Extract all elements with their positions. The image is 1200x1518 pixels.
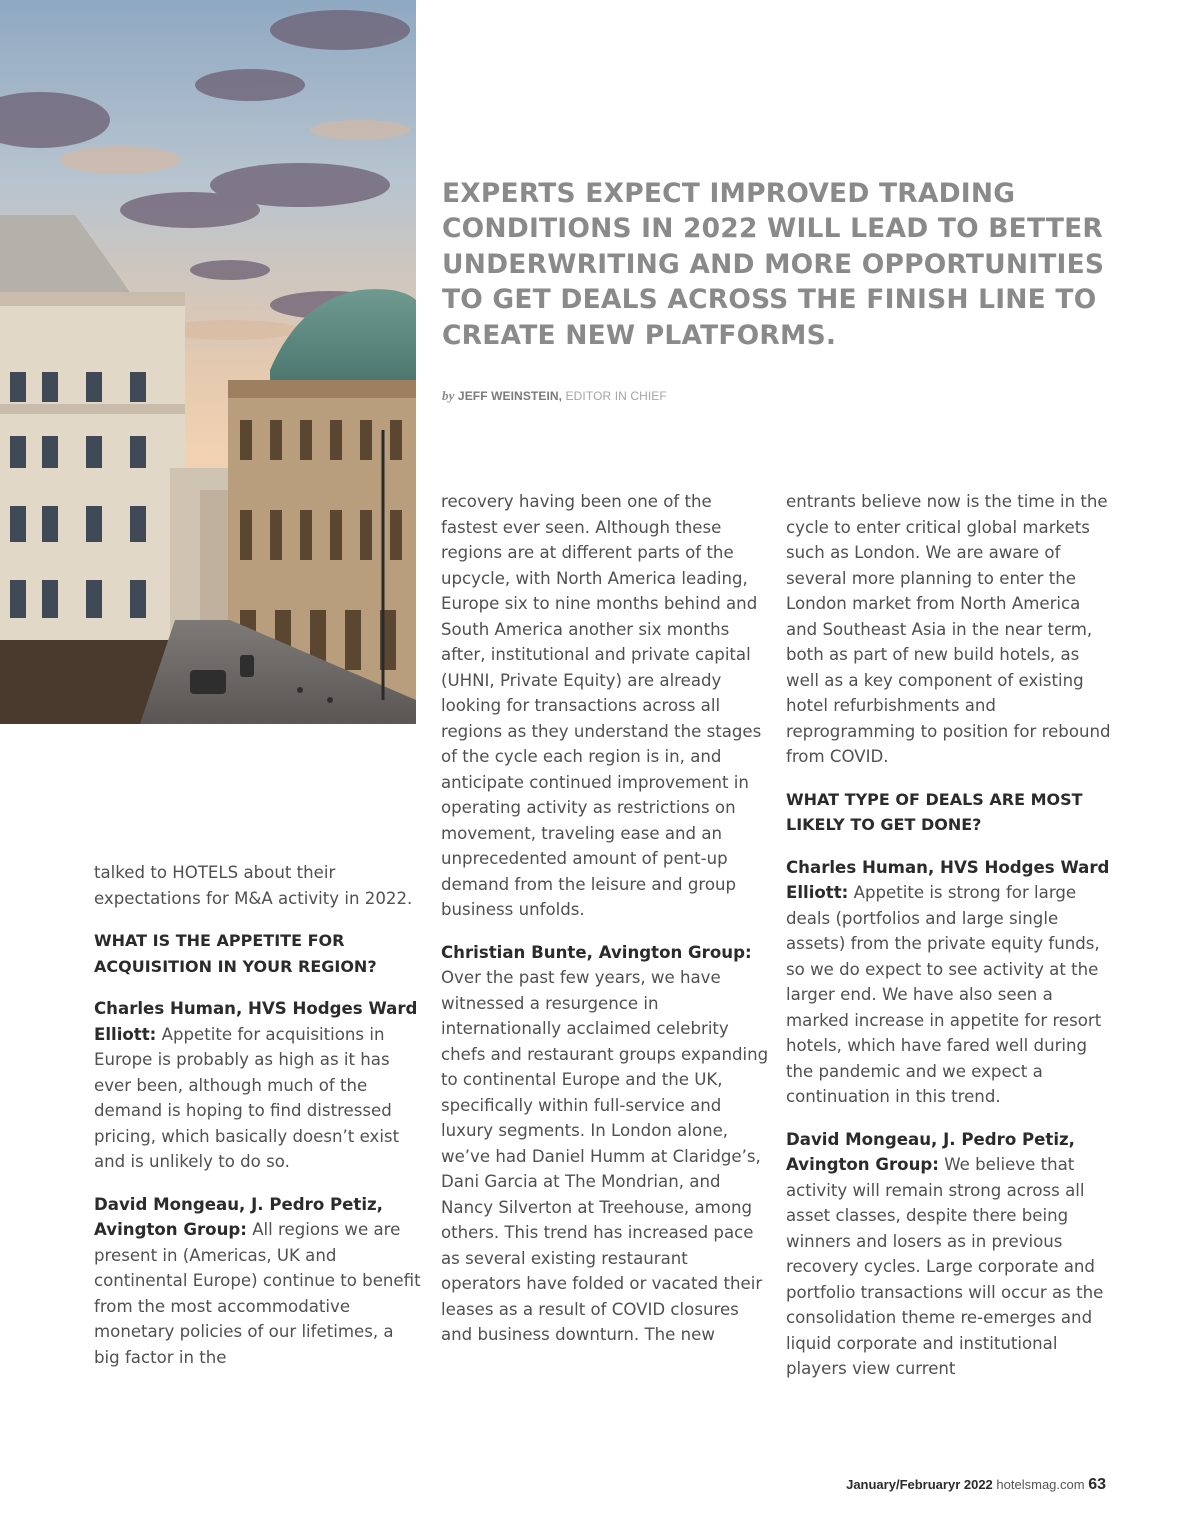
- speaker-name: Charles Human, HVS Hodges Ward Elliott:: [786, 857, 1110, 902]
- answer-paragraph: [786, 855, 1116, 1110]
- city-street-illustration: [0, 0, 416, 724]
- byline: [442, 388, 667, 404]
- byline-role: EDITOR IN CHIEF: [565, 389, 667, 403]
- article-deck: EXPERTS EXPECT IMPROVED TRADING CONDITIONS IN 2022 WILL LEAD TO BETTER UNDERWRITING AND MORE OPPORTUNITIES TO GET DEALS ACROSS THE FINISH LINE TO CREATE NEW PLATFORMS.: [442, 178, 1105, 351]
- answer-text: Over the past few years, we have witnessed a resurgence in internationally acclaimed celebrity chefs and restaurant groups expanding to continental Europe and the UK, specifically within full-service and luxury segments. In London alone, we’ve had Daniel Humm at Claridge’s, Dani Garcia at The Mondrian, and Nancy Silverton at Treehouse, among others. This trend has increased pace as several existing restaurant operators have folded or vacated their leases as a result of COVID closures and business downturn. The new: [441, 968, 769, 1344]
- body-paragraph: entrants believe now is the time in the cycle to enter critical global markets such as London. We are aware of several more planning to enter the London market from North America and Southeast Asia in the near term, both as part of new build hotels, as well as a key component of existing hotel refurbishments and reprogramming to position for rebound from COVID.: [786, 492, 1111, 766]
- answer-paragraph: [94, 1192, 424, 1371]
- page-footer: [846, 1476, 1106, 1494]
- answer-text: Appetite for acquisitions in Europe is probably as high as it has ever been, although much of the demand is hoping to find distressed pricing, which basically doesn’t exist and is unlikely to do so.: [94, 1024, 400, 1171]
- column-3: [786, 489, 1116, 1399]
- speaker-name: David Mongeau, J. Pedro Petiz, Avington Group:: [94, 1194, 383, 1239]
- byline-prefix: by: [442, 388, 455, 403]
- answer-paragraph: [94, 996, 424, 1175]
- column-1: [94, 860, 424, 1387]
- answer-text: We believe that activity will remain strong across all asset classes, despite there being winners and losers as in previous recovery cycles. Large corporate and portfolio transactions will occur as the consolidation theme re-emerges and liquid corporate and institutional players view current: [786, 1155, 1104, 1378]
- question-heading: WHAT TYPE OF DEALS ARE MOST LIKELY TO GET DONE?: [786, 789, 1083, 834]
- question-heading: WHAT IS THE APPETITE FOR ACQUISITION IN YOUR REGION?: [94, 931, 377, 976]
- byline-author: JEFF WEINSTEIN,: [457, 389, 563, 403]
- intro-paragraph: talked to HOTELS about their expectations for M&A activity in 2022.: [94, 863, 413, 908]
- hero-photo: [0, 0, 416, 724]
- answer-paragraph: [786, 1127, 1116, 1382]
- column-2: [441, 489, 771, 1365]
- site-url: hotelsmag.com: [996, 1477, 1085, 1492]
- answer-text: Appetite is strong for large deals (portfolios and large single assets) from the private equity funds, so we do expect to see activity at the larger end. We have also seen a marked increase in appetite for resort hotels, which have fared well during the pandemic and we expect a continuation in this trend.: [786, 883, 1102, 1106]
- page-number: 63: [1088, 1476, 1106, 1493]
- speaker-name: Charles Human, HVS Hodges Ward Elliott:: [94, 999, 418, 1044]
- answer-text: All regions we are present in (Americas, UK and continental Europe) continue to benefit from the most accommodative monetary policies of our lifetimes, a big factor in the: [94, 1220, 421, 1367]
- body-paragraph: recovery having been one of the fastest ever seen. Although these regions are at different parts of the upcycle, with North America leading, Europe six to nine months behind and South America another six months after, institutional and private capital (UHNI, Private Equity) are already looking for transactions across all regions as they understand the stages of the cycle each region is in, and anticipate continued improvement in operating activity as restrictions on movement, traveling ease and an unprecedented amount of pent-up demand from the leisure and group business unfolds.: [441, 492, 762, 919]
- speaker-name: Christian Bunte, Avington Group:: [441, 942, 752, 962]
- issue-date: January/Februaryr 2022: [846, 1477, 993, 1492]
- answer-paragraph: [441, 940, 771, 1348]
- speaker-name: David Mongeau, J. Pedro Petiz, Avington Group:: [786, 1129, 1075, 1174]
